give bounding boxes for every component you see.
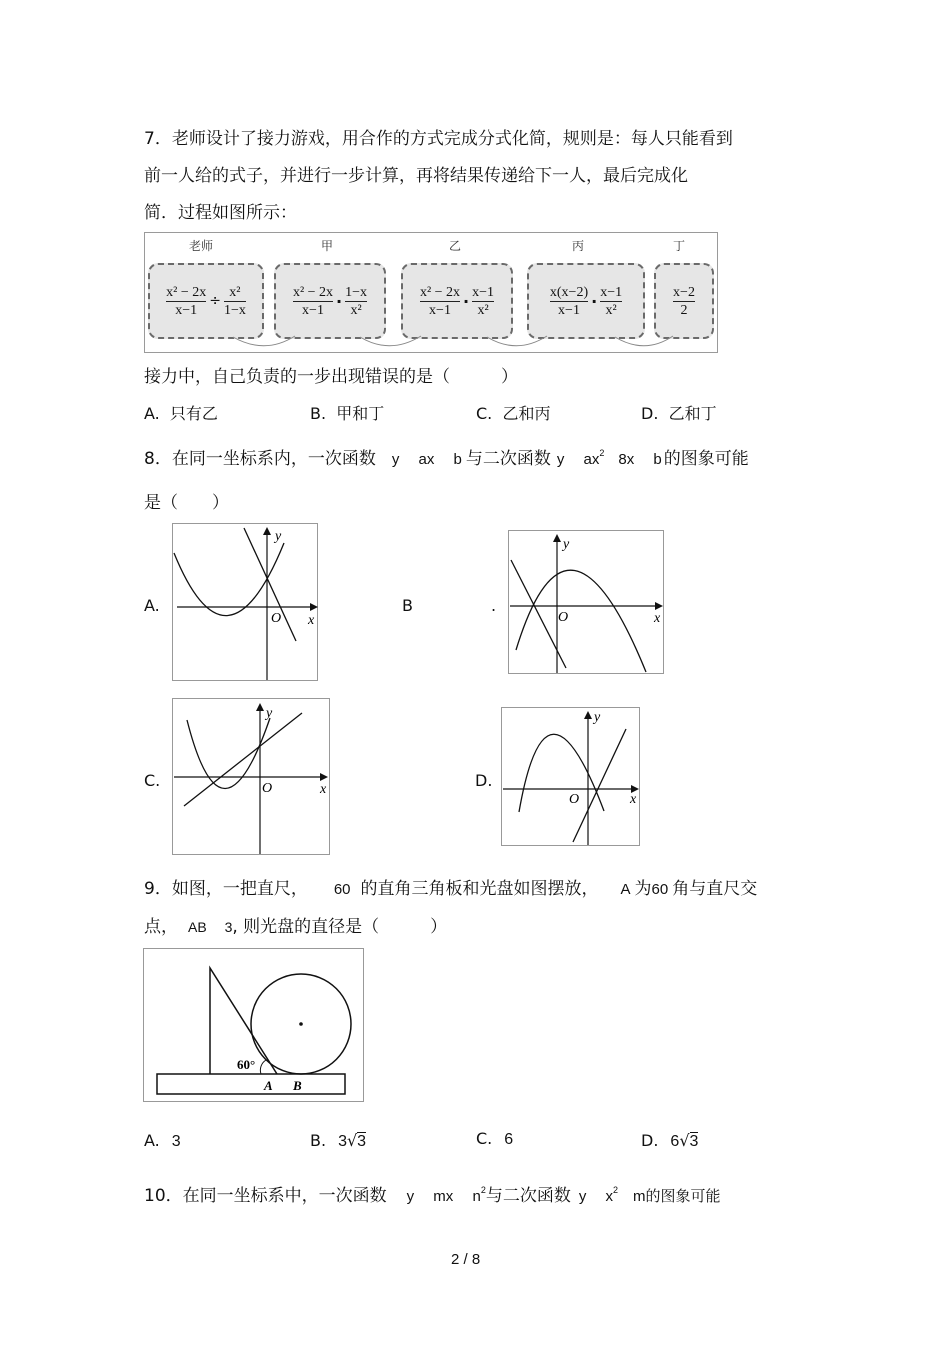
q8-label-b: B (402, 596, 413, 615)
x-label: x (308, 613, 315, 628)
disc-center (299, 1022, 303, 1026)
q8-label-a: A. (144, 596, 160, 615)
q8-label-c: C. (144, 771, 161, 790)
q7-option-b: B. 甲和丁 (310, 404, 385, 423)
relay-card-yi: $\frac{\text{x² − 2x}}{x-1}$ · $\frac{x-1}{\text{x²}}$ (401, 263, 513, 339)
sqrt-icon: √ (679, 1131, 690, 1150)
q8-label-b-dot: . (491, 596, 497, 615)
y-label: y (594, 710, 601, 725)
q7-option-c: C. 乙和丙 (476, 404, 551, 423)
q7-option-a: A. 只有乙 (144, 404, 218, 423)
q8-graph-a (172, 523, 318, 681)
q7-question: 接力中，自己负责的一步出现错误的是（ ） (144, 367, 518, 387)
relay-name-teacher: 老师 (189, 239, 214, 253)
q7-line-1: 7．老师设计了接力游戏，用合作的方式完成分式化简，规则是：每人只能看到 (144, 129, 733, 149)
fraction: $\frac{x-2}{2}$ (673, 284, 695, 318)
q8-graph-c (172, 698, 330, 855)
origin-label: O (262, 781, 273, 796)
q7-option-d: D. 乙和丁 (641, 404, 717, 423)
fraction: $\frac{x-1}{\text{x²}}$ (472, 284, 495, 318)
q8-label-d: D. (475, 771, 493, 790)
q9-figure (143, 948, 364, 1102)
page-number: 2 / 8 (451, 1251, 481, 1268)
fraction: $\frac{\text{x² − 2x}}{x-1}$ (419, 284, 461, 318)
point-b-label: B (293, 1078, 302, 1093)
fraction: $\frac{x-1}{\text{x²}}$ (600, 284, 623, 318)
q9-option-d: D. 6√3 (641, 1131, 699, 1150)
point-a-label: A (264, 1078, 273, 1093)
y-label: y (563, 537, 570, 552)
relay-card-bing: $\frac{x(x-2)}{x-1}$ · $\frac{x-1}{\text{x²}}$ (527, 263, 645, 339)
origin-label: O (569, 792, 580, 807)
y-label: y (275, 529, 282, 544)
relay-card-ding (654, 263, 714, 339)
fraction: $\frac{\text{x²}}{1-x}$ (223, 284, 246, 318)
relay-card-teacher: $\frac{\text{x² − 2x}}{x-1}$ ÷ $\frac{\text{x²}}{1-x}$ (148, 263, 264, 339)
relay-name-jia: 甲 (321, 239, 334, 253)
relay-card-jia: $\frac{\text{x² − 2x}}{x-1}$ · $\frac{1-x}{\text{x²}}$ (274, 263, 386, 339)
q9-line-1: 9．如图，一把直尺， 60 的直角三角板和光盘如图摆放， A 为60 角与直尺交 (144, 879, 758, 899)
q8-graph-b (508, 530, 664, 674)
q7-line-3: 简．过程如图所示： (144, 203, 297, 223)
relay-name-yi: 乙 (449, 239, 462, 253)
x-label: x (654, 611, 661, 626)
q7-line-2: 前一人给的式子，并进行一步计算，再将结果传递给下一人，最后完成化 (144, 166, 688, 186)
relay-name-bing: 丙 (572, 239, 585, 253)
fraction: $\frac{x(x-2)}{x-1}$ (549, 284, 589, 318)
q9-option-a: A. 3 (144, 1131, 181, 1150)
x-label: x (630, 792, 637, 807)
fraction: $\frac{\text{x² − 2x}}{x-1}$ (166, 284, 207, 318)
sqrt-icon: √ (346, 1131, 358, 1150)
q8-line-1: 8．在同一坐标系内，一次函数 y ax b 与二次函数 y $ax^2$ 8x b 的图象可能 (144, 448, 749, 469)
relay-name-ding: 丁 (673, 239, 686, 253)
q8-line-2: 是（ ） (144, 493, 229, 513)
q8-graph-d (501, 707, 640, 846)
q9-option-c: C. 6 (476, 1129, 514, 1148)
angle-label: 60° (237, 1057, 256, 1072)
y-label: y (266, 706, 273, 721)
origin-label: O (558, 610, 569, 625)
origin-label: O (271, 611, 282, 626)
relay-figure (144, 232, 718, 353)
x-label: x (320, 782, 327, 797)
fraction: $\frac{1-x}{\text{x²}}$ (345, 284, 368, 318)
fraction: $\frac{\text{x² − 2x}}{x-1}$ (292, 284, 334, 318)
q9-option-b: B. 3√3 (310, 1131, 367, 1150)
ruler (157, 1074, 345, 1094)
q10-line-1: 10．在同一坐标系中，一次函数 y mx $n^2$与二次函数 y $x^2$ m的图象可能 (144, 1185, 721, 1206)
q9-line-2: 点， AB 3, 则光盘的直径是（ ） (144, 917, 448, 937)
